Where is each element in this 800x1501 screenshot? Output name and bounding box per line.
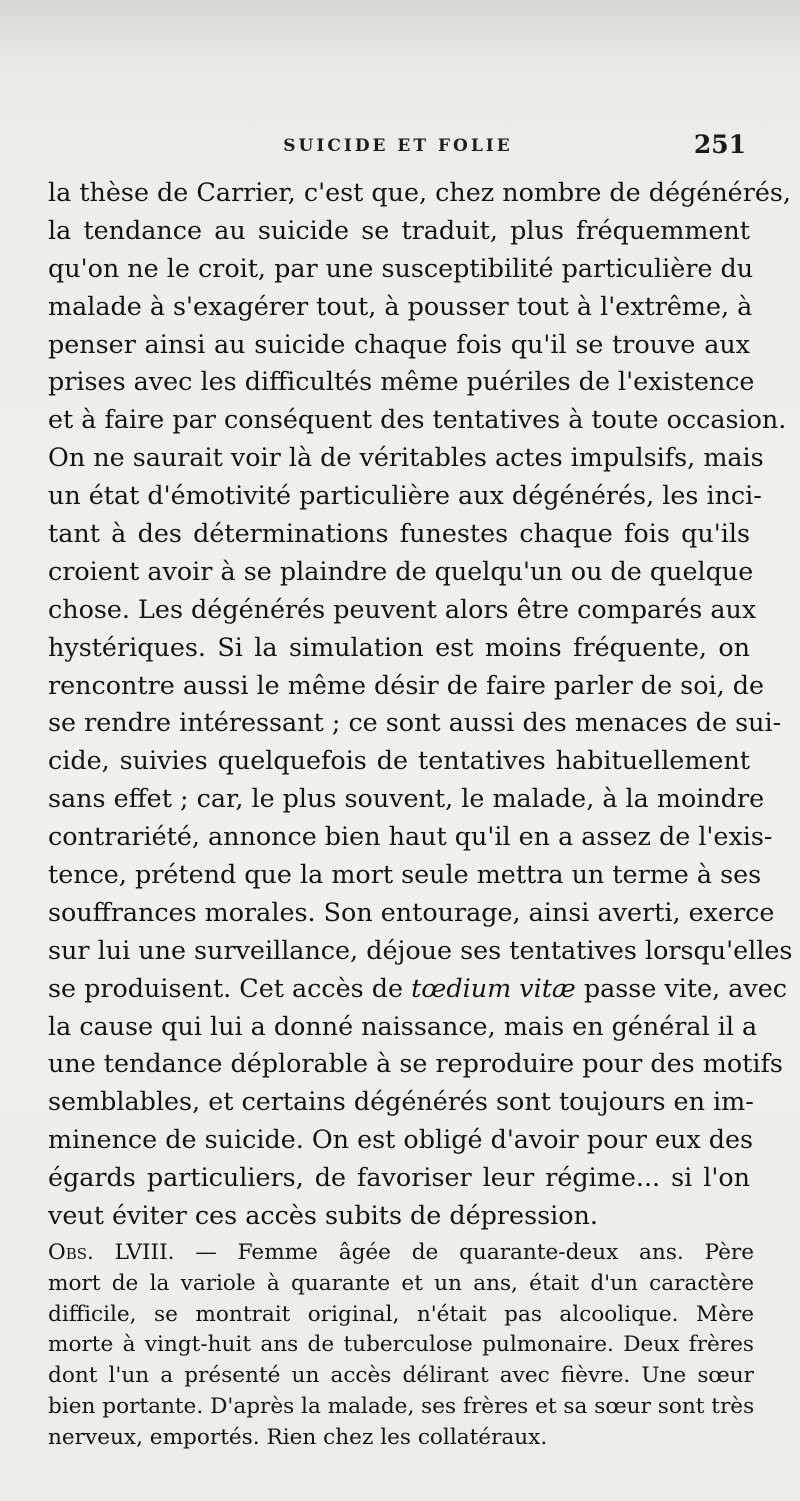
text-line: souffrances morales. Son entourage, ainsi averti, exerce <box>48 896 775 927</box>
text-run: passe vite, avec <box>575 972 787 1003</box>
text-line <box>48 970 787 1008</box>
text-line: nerveux, emportés. Rien chez les collatéraux. <box>48 1424 548 1450</box>
text-line: semblables, et certains dégénérés sont toujours en im- <box>48 1086 754 1117</box>
text-line: la tendance au suicide se traduit, plus fréquemment <box>48 214 750 245</box>
text-line: tence, prétend que la mort seule mettra un terme à ses <box>48 859 762 890</box>
text-line: rencontre aussi le même désir de faire parler de soi, de <box>48 669 765 700</box>
text-line: bien portante. D'après la malade, ses frères et sa sœur sont très <box>48 1393 755 1419</box>
text-line: minence de suicide. On est obligé d'avoir pour eux des <box>48 1124 754 1155</box>
text-line: chose. Les dégénérés peuvent alors être comparés aux <box>48 593 757 624</box>
text-line: contrariété, annonce bien haut qu'il en a assez de l'exis- <box>48 821 773 852</box>
observation-label: Obs. LVIII. <box>48 1240 175 1265</box>
text-line: égards particuliers, de favoriser leur régime... si l'on <box>48 1162 750 1193</box>
text-line: qu'on ne le croit, par une susceptibilité particulière du <box>48 252 754 283</box>
text-line: et à faire par conséquent des tentatives à toute occasion. <box>48 404 787 435</box>
observation-paragraph <box>48 1238 754 1454</box>
text-line: On ne saurait voir là de véritables actes impulsifs, mais <box>48 442 764 473</box>
text-line: cide, suivies quelquefois de tentatives habituellement <box>48 745 750 776</box>
main-paragraph <box>48 174 793 1235</box>
text-line: croient avoir à se plaindre de quelqu'un ou de quelque <box>48 555 754 586</box>
running-title: SUICIDE ET FOLIE <box>283 136 513 156</box>
text-line: un état d'émotivité particulière aux dégénérés, les inci- <box>48 480 762 511</box>
text-line: dont l'un a présenté un accès délirant avec fièvre. Une sœur <box>48 1363 754 1389</box>
text-line: difficile, se montrait original, n'était pas alcoolique. Mère <box>48 1301 754 1327</box>
text-line: hystériques. Si la simulation est moins fréquente, on <box>48 631 750 662</box>
text-line: penser ainsi au suicide chaque fois qu'il se trouve aux <box>48 328 750 359</box>
text-line <box>48 1238 754 1269</box>
text-run: — Femme âgée de quarante-deux ans. Père <box>174 1240 754 1265</box>
page-number: 251 <box>693 130 746 159</box>
latin-phrase: tœdium vitæ <box>411 972 576 1003</box>
text-line: sur lui une surveillance, déjoue ses tentatives lorsqu'elles <box>48 934 793 965</box>
text-line: veut éviter ces accès subits de dépression. <box>48 1200 598 1231</box>
text-line: mort de la variole à quarante et un ans, était d'un caractère <box>48 1270 754 1296</box>
text-line: sans effet ; car, le plus souvent, le malade, à la moindre <box>48 783 765 814</box>
text-run: se produisent. Cet accès de <box>48 972 412 1003</box>
text-line: se rendre intéressant ; ce sont aussi des menaces de sui- <box>48 707 782 738</box>
running-head <box>48 130 748 170</box>
text-line: prises avec les difficultés même puériles de l'existence <box>48 366 755 397</box>
text-line: morte à vingt-huit ans de tuberculose pulmonaire. Deux frères <box>48 1332 754 1358</box>
text-line: une tendance déplorable à se reproduire pour des motifs <box>48 1048 783 1079</box>
text-line: tant à des déterminations funestes chaque fois qu'ils <box>48 518 750 549</box>
text-line: malade à s'exagérer tout, à pousser tout à l'extrême, à <box>48 290 753 321</box>
text-line: la cause qui lui a donné naissance, mais en général il a <box>48 1010 758 1041</box>
text-line: la thèse de Carrier, c'est que, chez nombre de dégénérés, <box>48 177 791 207</box>
